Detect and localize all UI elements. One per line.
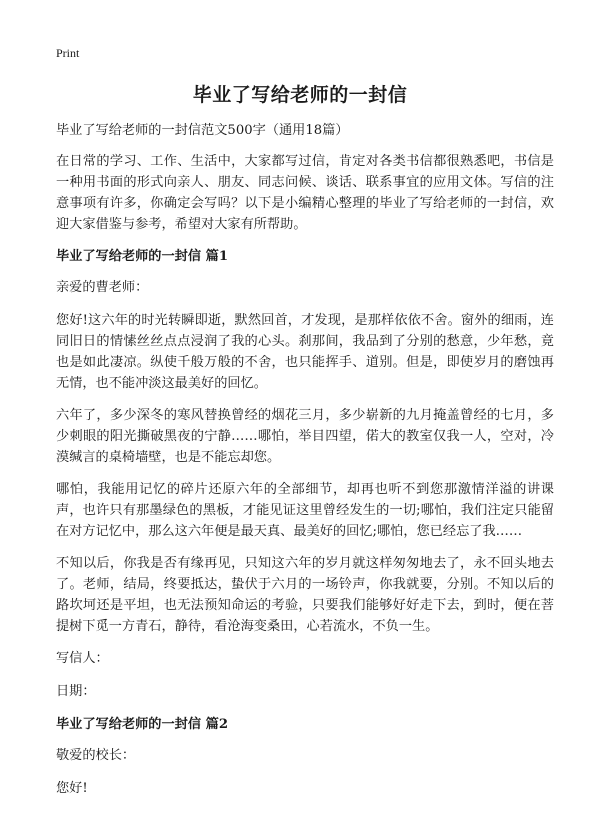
section-heading-2: 毕业了写给老师的一封信 篇2 (56, 717, 229, 732)
section-heading-1: 毕业了写给老师的一封信 篇1 (56, 249, 229, 264)
letter-paragraph-4: 不知以后，你我是否有缘再见，只知这六年的岁月就这样匆匆地去了，永不回头地去了。老师，结局，终要抵达，蛰伏于六月的一场铃声，你我就要，分别。不知以后的路坎坷还是平坦，也无法预知命运的考验，只要我们能够好好走下去，到时，便在菩提树下觅一方青石，静待，看沧海变桑田，心若流水，不负一生。 (56, 556, 554, 634)
intro-paragraph: 在日常的学习、工作、生活中，大家都写过信，肯定对各类书信都很熟悉吧，书信是一种用书面的形式向亲人、朋友、同志问候、谈话、联系事宜的应用文体。写信的注意事项有许多，你确定会写吗？以下是小编精心整理的毕业了写给老师的一封信，欢迎大家借鉴与参考，希望对大家有所帮助。 (56, 154, 554, 232)
writer-label: 写信人： (56, 651, 109, 666)
opening-2: 您好! (56, 781, 88, 796)
print-link[interactable]: Print (56, 46, 80, 60)
date-label: 日期： (56, 684, 96, 699)
greeting-2: 敬爱的校长： (56, 748, 136, 763)
document-body (56, 120, 554, 811)
greeting-1: 亲爱的曹老师： (56, 280, 149, 295)
letter-paragraph-1: 您好!这六年的时光转瞬即逝，默然回首，才发现，是那样依依不舍。窗外的细雨，连同旧日的情愫丝丝点点浸润了我的心头。刹那间，我品到了分别的愁意，少年愁，竟也是如此凄凉。纵使千般万般的不舍，也只能挥手、道别。但是，即使岁月的磨蚀再无情，也不能冲淡这最美好的回忆。 (56, 313, 554, 391)
letter-paragraph-2: 六年了，多少深冬的寒风替换曾经的烟花三月，多少崭新的九月掩盖曾经的七月，多少刺眼的阳光撕破黑夜的宁静……哪怕，举目四望，偌大的教室仅我一人，空对，冷漠缄言的桌椅墙壁，也是不能忘却您。 (56, 408, 554, 465)
document-subtitle: 毕业了写给老师的一封信范文500字（通用18篇） (56, 123, 349, 138)
document-title: 毕业了写给老师的一封信 (192, 84, 408, 106)
letter-paragraph-3: 哪怕，我能用记忆的碎片还原六年的全部细节，却再也听不到您那激情洋溢的讲课声，也许只有那墨绿色的黑板，才能见证这里曾经发生的一切;哪怕，我们注定只能留在对方记忆中，那么这六年便是最天真、最美好的回忆;哪怕，您已经忘了我…… (56, 482, 554, 539)
